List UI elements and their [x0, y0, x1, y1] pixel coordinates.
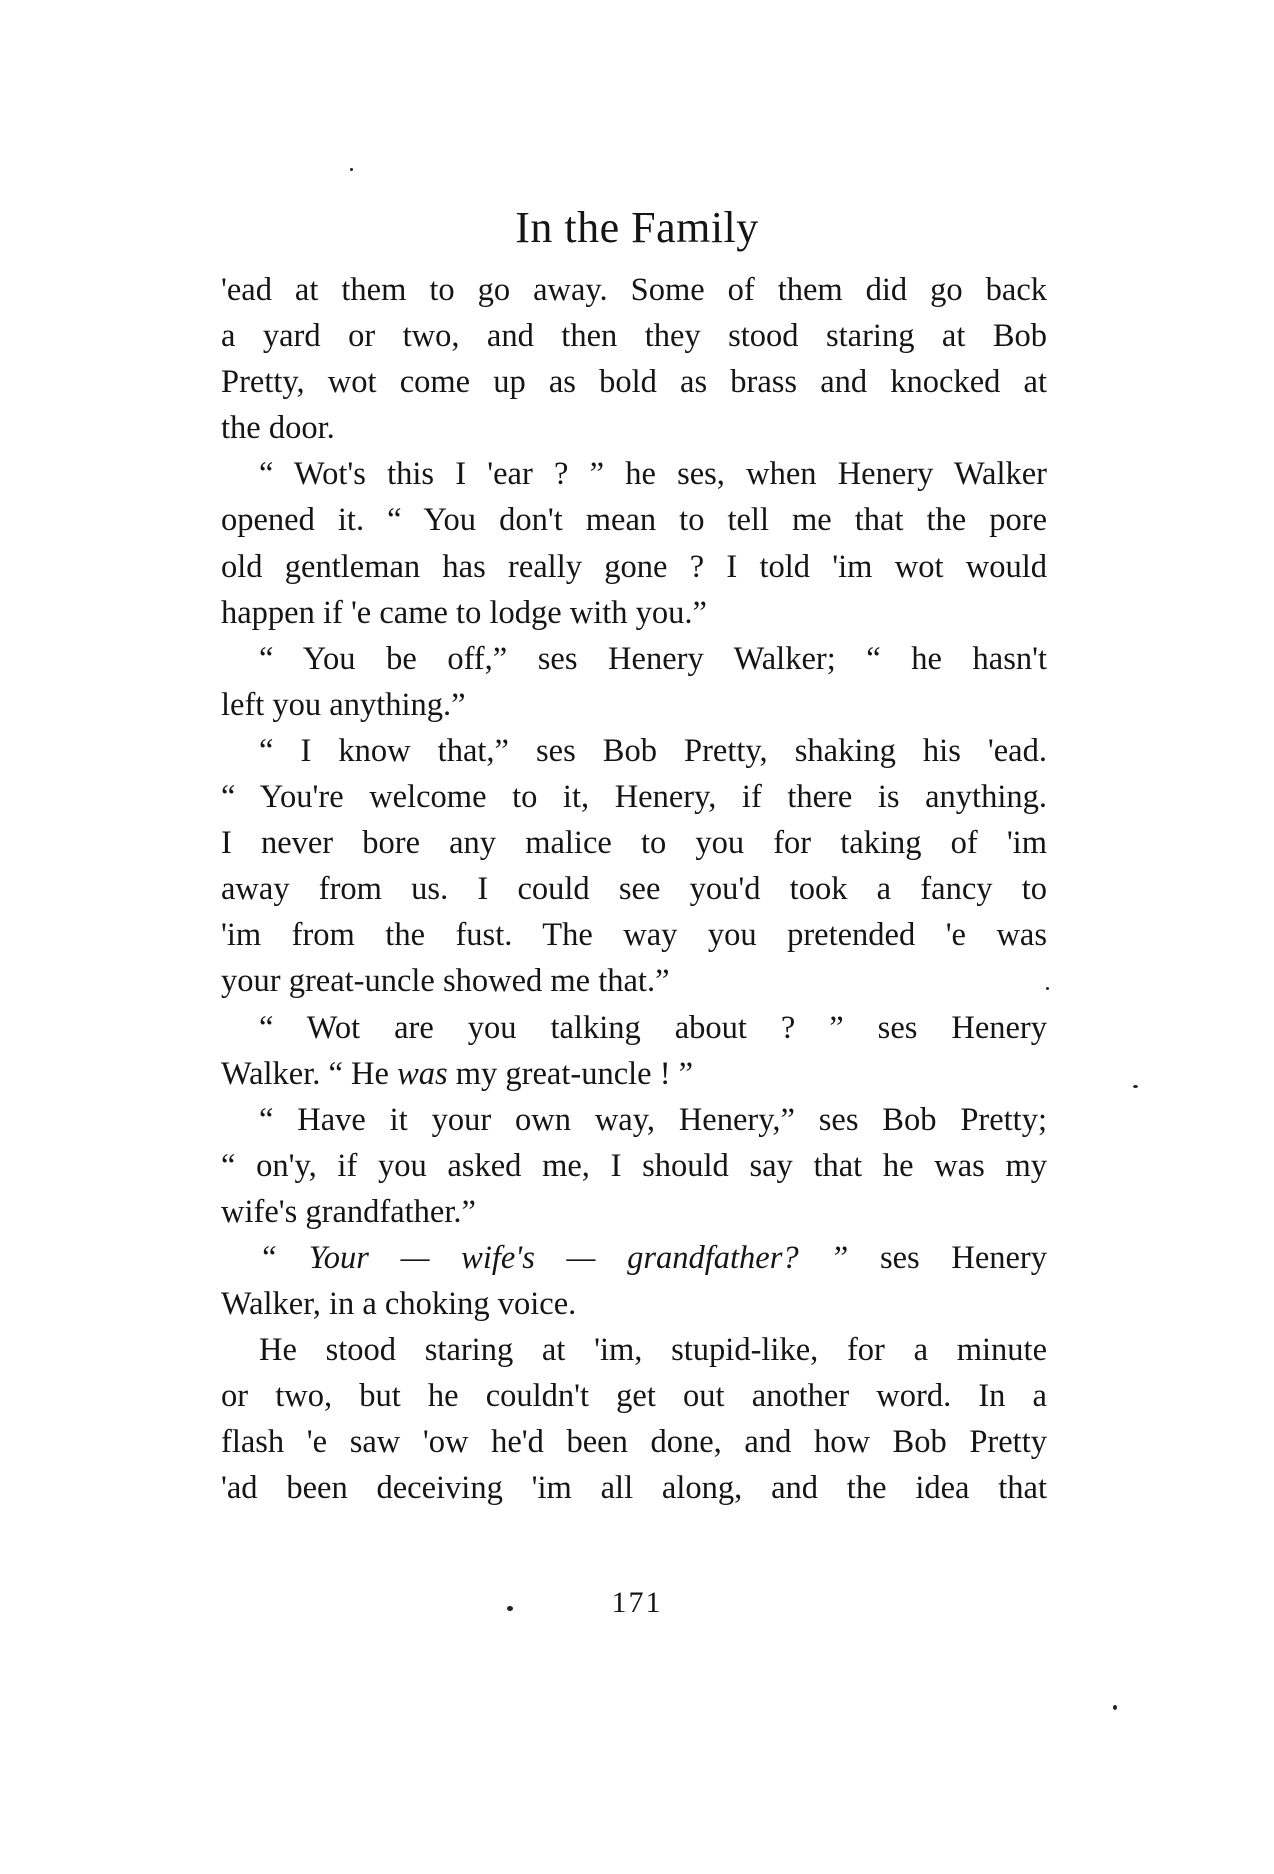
text-line [221, 1281, 1047, 1327]
line-text: the door. [221, 410, 335, 447]
text-line [221, 1005, 1047, 1051]
line-text: Walker, in a choking voice. [221, 1286, 577, 1323]
line-text: “ on'y, if you asked me, I should say that he was my [221, 1147, 1047, 1184]
line-text: 'im from the fust. The way you pretended 'e was [221, 917, 1047, 954]
scan-speck [350, 168, 353, 171]
text-line [221, 636, 1047, 682]
line-text: “ Wot are you talking about ? ” ses Henery [259, 1009, 1047, 1046]
text-line [221, 1419, 1047, 1465]
text-line [221, 451, 1047, 497]
line-text: “ Wot's this I 'ear ? ” he ses, when Henery Walker [259, 456, 1047, 493]
text-line [221, 820, 1047, 866]
line-text: happen if 'e came to lodge with you.” [221, 594, 707, 631]
line-text: or two, but he couldn't get out another word. In a [221, 1378, 1047, 1415]
line-text: old gentleman has really gone ? I told 'im wot would [221, 548, 1047, 585]
line-text: Pretty, wot come up as bold as brass and knocked at [221, 364, 1047, 401]
text-line [221, 1327, 1047, 1373]
line-text: a yard or two, and then they stood staring at Bob [221, 318, 1047, 355]
running-head: In the Family [515, 203, 759, 252]
line-text: 'ad been deceiving 'im all along, and the idea that [221, 1470, 1047, 1507]
scan-speck [1046, 987, 1049, 990]
line-text: “ Have it your own way, Henery,” ses Bob Pretty; [259, 1101, 1047, 1138]
text-line [221, 313, 1047, 359]
text-line [221, 267, 1047, 313]
text-line [221, 359, 1047, 405]
text-line [221, 405, 1047, 451]
line-text: “ You be off,” ses Henery Walker; “ he hasn't [259, 640, 1047, 677]
body-text [221, 267, 1047, 1512]
text-line [221, 1143, 1047, 1189]
line-text: left you anything.” [221, 686, 466, 723]
text-line [221, 958, 1047, 1004]
scan-speck [1133, 1085, 1138, 1088]
line-text: 'ead at them to go away. Some of them did go back [221, 272, 1047, 308]
line-text: Walker. “ He [221, 1055, 398, 1092]
line-text: “ You're welcome to it, Henery, if there is anything. [221, 779, 1047, 816]
text-line [221, 912, 1047, 958]
italic-text: “ Your — wife's — grandfather? ” [259, 1239, 849, 1276]
line-text: ses Henery [848, 1239, 1047, 1276]
text-line [221, 1235, 1047, 1281]
text-line [221, 1097, 1047, 1143]
text-line [221, 682, 1047, 728]
text-line [221, 866, 1047, 912]
line-text: your great-uncle showed me that.” [221, 963, 670, 1000]
text-line [221, 774, 1047, 820]
text-line [221, 728, 1047, 774]
text-line [221, 1373, 1047, 1419]
scan-speck [507, 1606, 513, 1611]
text-line [221, 1051, 1047, 1097]
line-text: opened it. “ You don't mean to tell me that the pore [221, 502, 1047, 539]
scan-speck [1113, 1705, 1117, 1710]
text-line [221, 497, 1047, 543]
text-line [221, 590, 1047, 636]
text-line [221, 544, 1047, 590]
line-text: my great-uncle ! ” [447, 1055, 694, 1092]
line-text: I never bore any malice to you for taking of 'im [221, 825, 1047, 862]
line-text: “ I know that,” ses Bob Pretty, shaking his 'ead. [259, 732, 1047, 769]
italic-text: was [397, 1055, 448, 1092]
page-number: 171 [611, 1586, 663, 1619]
text-line [221, 1465, 1047, 1511]
line-text: away from us. I could see you'd took a fancy to [221, 871, 1047, 908]
line-text: wife's grandfather.” [221, 1193, 476, 1230]
line-text: flash 'e saw 'ow he'd been done, and how Bob Pretty [221, 1424, 1047, 1461]
line-text: He stood staring at 'im, stupid-like, for a minute [259, 1332, 1047, 1369]
text-line [221, 1189, 1047, 1235]
